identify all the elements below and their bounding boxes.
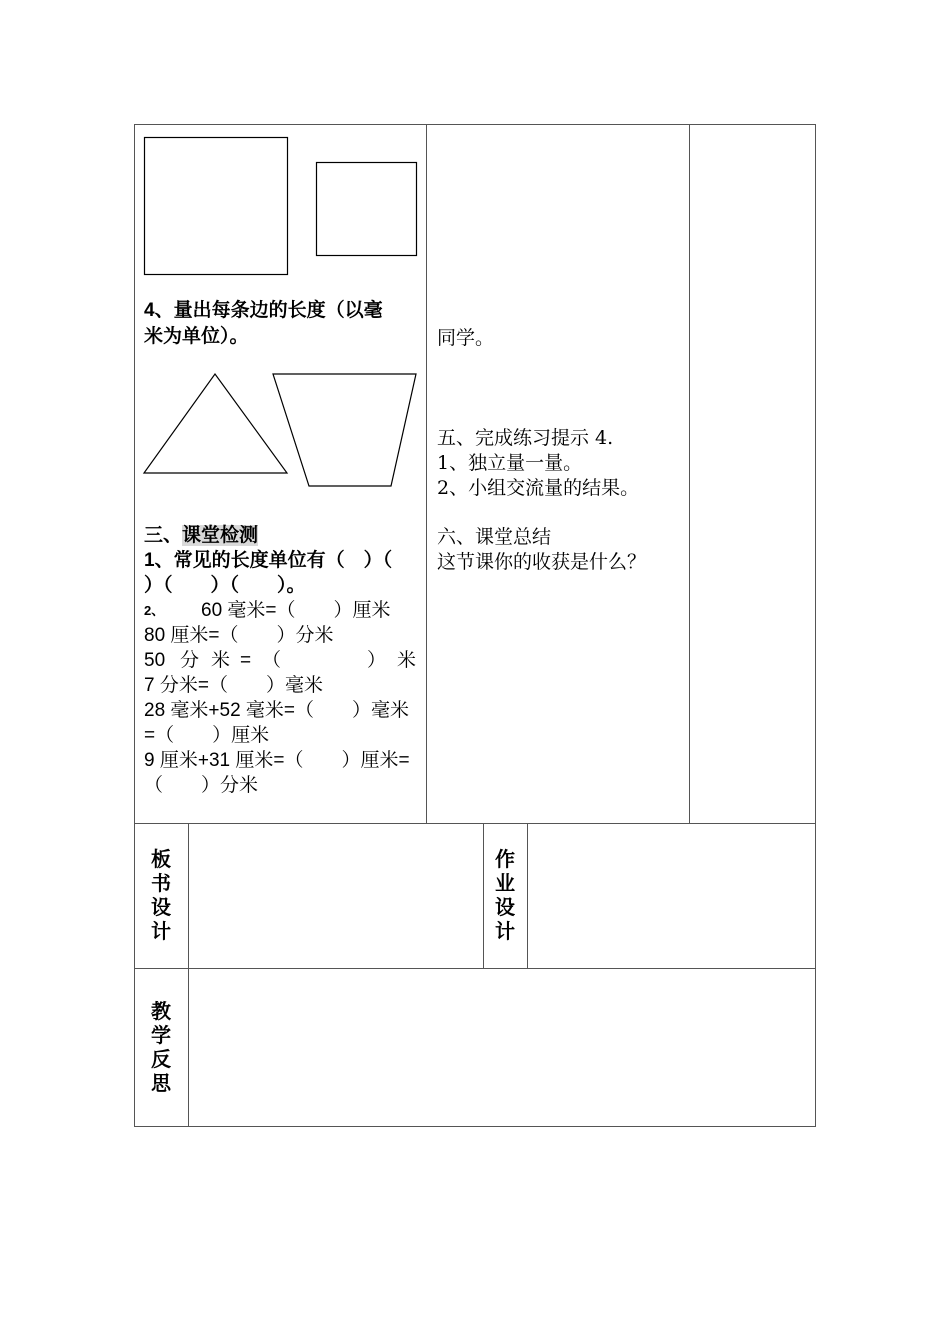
test-2-item-c-eq: = <box>240 650 252 671</box>
board-homework-divider <box>483 823 484 969</box>
test-2-item-f: 9 厘米+31 厘米=（ ）厘米= <box>144 750 410 771</box>
test-2-item-f-cont: （ ）分米 <box>144 775 259 796</box>
row-divider-2 <box>134 968 816 969</box>
homework-label-divider <box>527 823 528 969</box>
triangle-shape <box>144 374 287 473</box>
section-3-heading <box>144 523 258 548</box>
test-2-item-c-num: 50 <box>144 650 166 671</box>
small-square-shape <box>317 163 417 256</box>
test-2-item-b: 80 厘米=（ ）分米 <box>144 625 334 646</box>
students-text: 同学。 <box>437 327 495 349</box>
test-2-item-c-close: ） <box>367 650 387 671</box>
test-2-number: 2、 <box>144 603 165 618</box>
section-5-heading: 五、完成练习提示 4. <box>437 427 614 449</box>
test-2-item-a: 60 毫米=（ ）厘米 <box>201 600 391 621</box>
question-4-line1: 4、量出每条边的长度（以毫 <box>144 300 383 321</box>
test-2-item-d: 7 分米=（ ）毫米 <box>144 675 323 696</box>
test-2-item-e-cont: =（ ）厘米 <box>144 725 270 746</box>
test-2-item-c-unit2: 米 <box>211 650 231 671</box>
board-design-label: 板书设计 <box>151 849 171 943</box>
test-2-item-e: 28 毫米+52 毫米=（ ）毫米 <box>144 700 410 721</box>
question-4-line2: 米为单位）。 <box>144 326 249 347</box>
test-2-item-c-unit1: 分 <box>180 650 200 671</box>
section-5-step-1: 1、独立量一量。 <box>437 452 583 474</box>
trapezoid-shape <box>273 374 416 486</box>
table-bottom-border <box>134 1126 816 1127</box>
section-3-number: 三、 <box>144 525 183 546</box>
test-1-line2: ）（ ）（ ）。 <box>144 575 306 596</box>
homework-design-label: 作业设计 <box>495 849 515 943</box>
section-5-step-2: 2、小组交流量的结果。 <box>437 477 640 499</box>
test-2-item-c-open: （ <box>262 650 282 671</box>
test-2-item-c-unit3: 米 <box>397 650 417 671</box>
section-6-heading: 六、课堂总结 <box>437 526 552 548</box>
teaching-reflection-label: 教学反思 <box>151 1001 171 1095</box>
large-square-shape <box>145 138 288 275</box>
label-col-divider <box>188 823 189 1127</box>
section-3-title: 课堂检测 <box>182 525 259 546</box>
row-divider-1 <box>134 823 816 824</box>
section-6-question: 这节课你的收获是什么？ <box>437 551 647 573</box>
test-1-line1: 1、常见的长度单位有（ ）（ <box>144 550 393 571</box>
